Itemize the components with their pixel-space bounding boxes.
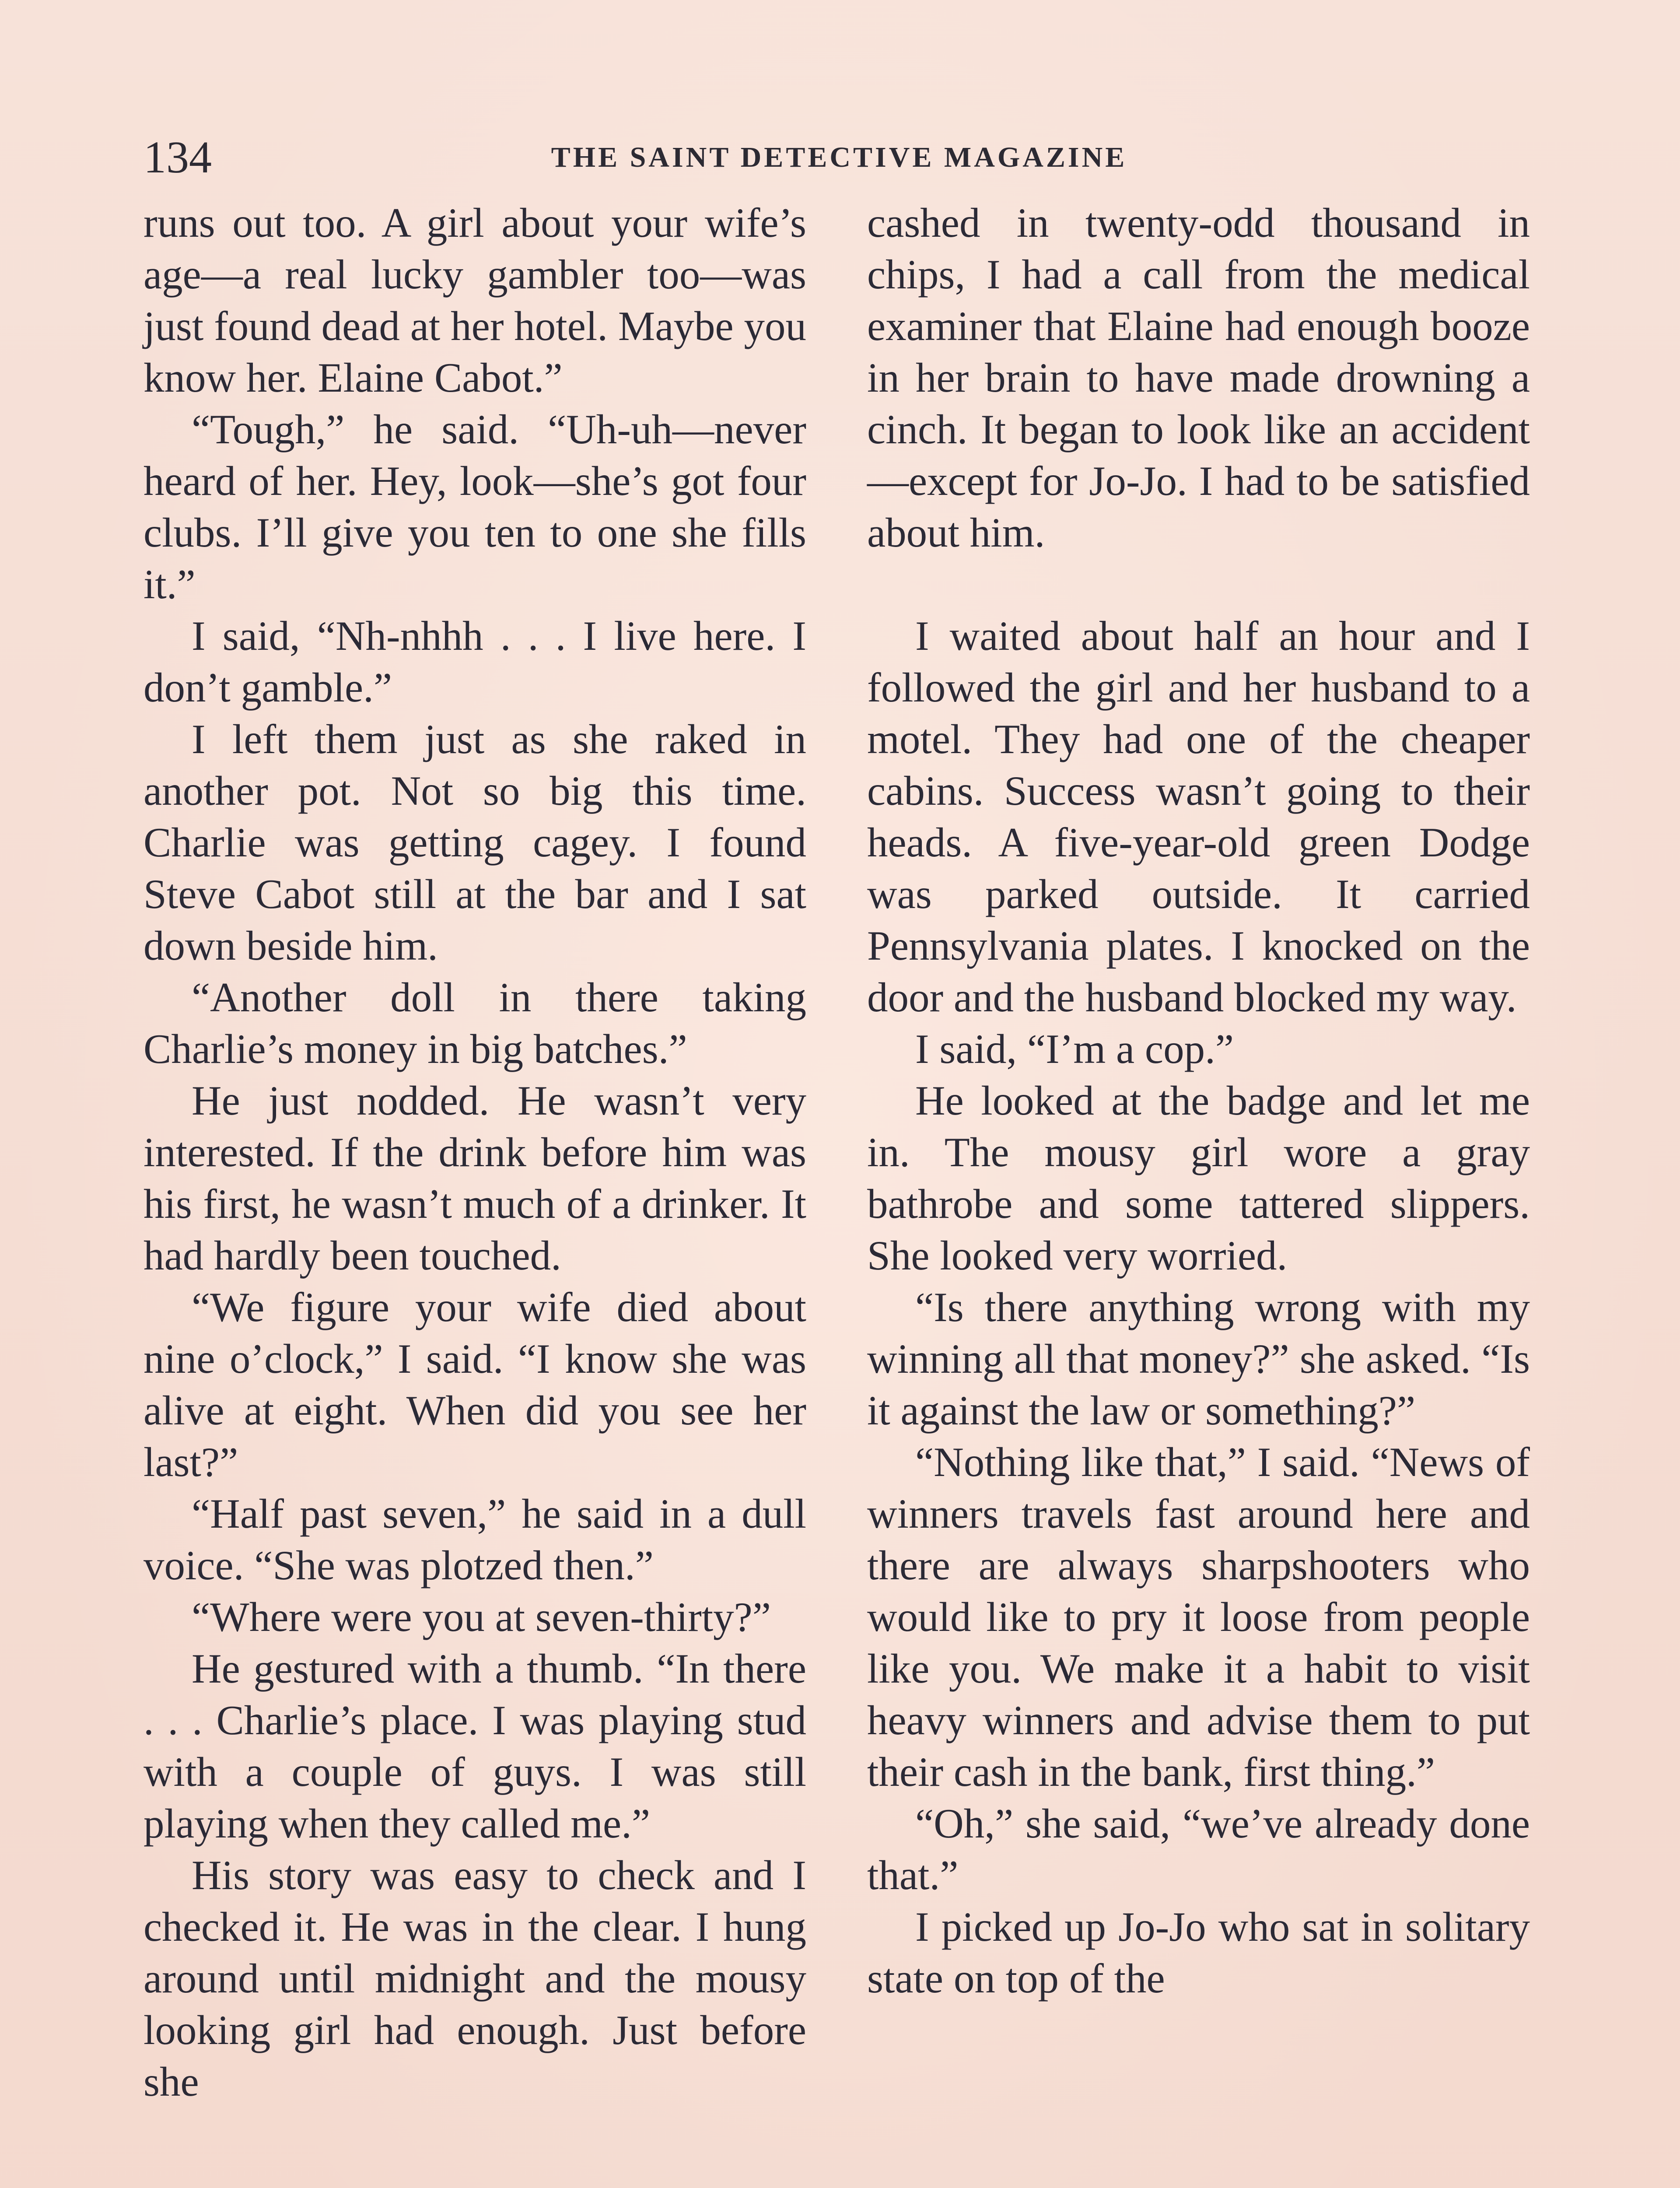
paragraph: runs out too. A girl about your wife’s age—a real lucky gambler too—was just found dead at her hotel. Maybe you know her. Elaine Cabot.” [144,200,806,401]
paragraph: “Another doll in there taking Charlie’s money in big batches.” [144,974,806,1072]
paragraph: I picked up Jo-Jo who sat in solitary state on top of the [867,1904,1530,2002]
paragraph: His story was easy to check and I checked it. He was in the clear. I hung around until midnight and the mousy looking girl had enough. Just before she [144,1852,806,2105]
paragraph: I waited about half an hour and I followed the girl and her husband to a motel. They had one of the cheaper cabins. Success wasn’t going to their heads. A five-year-old green Dodge was parked outside. It carried Pennsylvania plates. I knocked on the door and the husband blocked my way. [867,613,1530,1020]
right-column [867,197,1530,2004]
paragraph: “Nothing like that,” I said. “News of winners travels fast around here and there are always sharpshooters who would like to pry it loose from people like you. We make it a habit to visit heavy winners and advise them to put their cash in the bank, first thing.” [867,1439,1530,1795]
paragraph: He looked at the badge and let me in. The mousy girl wore a gray bathrobe and some tattered slippers. She looked very worried. [867,1077,1530,1279]
paragraph: “Half past seven,” he said in a dull voice. “She was plotzed then.” [144,1490,806,1588]
paragraph: “Tough,” he said. “Uh-uh—never heard of her. Hey, look—she’s got four clubs. I’ll give you ten to one she fills it.” [144,406,806,607]
paragraph: “Oh,” she said, “we’ve already done that.” [867,1800,1530,1898]
running-head: THE SAINT DETECTIVE MAGAZINE [551,141,1127,173]
paragraph: “Where were you at seven-thirty?” [192,1594,771,1640]
paragraph: “Is there anything wrong with my winning all that money?” she asked. “Is it against the law or something?” [867,1284,1530,1434]
paragraph: cashed in twenty-odd thousand in chips, I had a call from the medical examiner that Elaine had enough booze in her brain to have made drowning a cinch. It began to look like an accident—except for Jo-Jo. I had to be satisfied about him. [867,200,1530,556]
page-number: 134 [144,132,212,182]
paragraph: He just nodded. He wasn’t very interested. If the drink before him was his first, he wasn’t much of a drinker. It had hardly been touched. [144,1077,806,1279]
paragraph: I said, “Nh-nhhh . . . I live here. I don’t gamble.” [144,613,806,711]
left-column [144,197,806,2107]
paragraph: “We figure your wife died about nine o’clock,” I said. “I know she was alive at eight. When did you see her last?” [144,1284,806,1485]
page-header [144,131,1535,184]
paragraph: He gestured with a thumb. “In there . . . Charlie’s place. I was playing stud with a couple of guys. I was still playing when they called me.” [144,1645,806,1847]
paragraph: I left them just as she raked in another pot. Not so big this time. Charlie was getting cagey. I found Steve Cabot still at the bar and I sat down beside him. [144,716,806,969]
paragraph: I said, “I’m a cop.” [915,1026,1234,1072]
